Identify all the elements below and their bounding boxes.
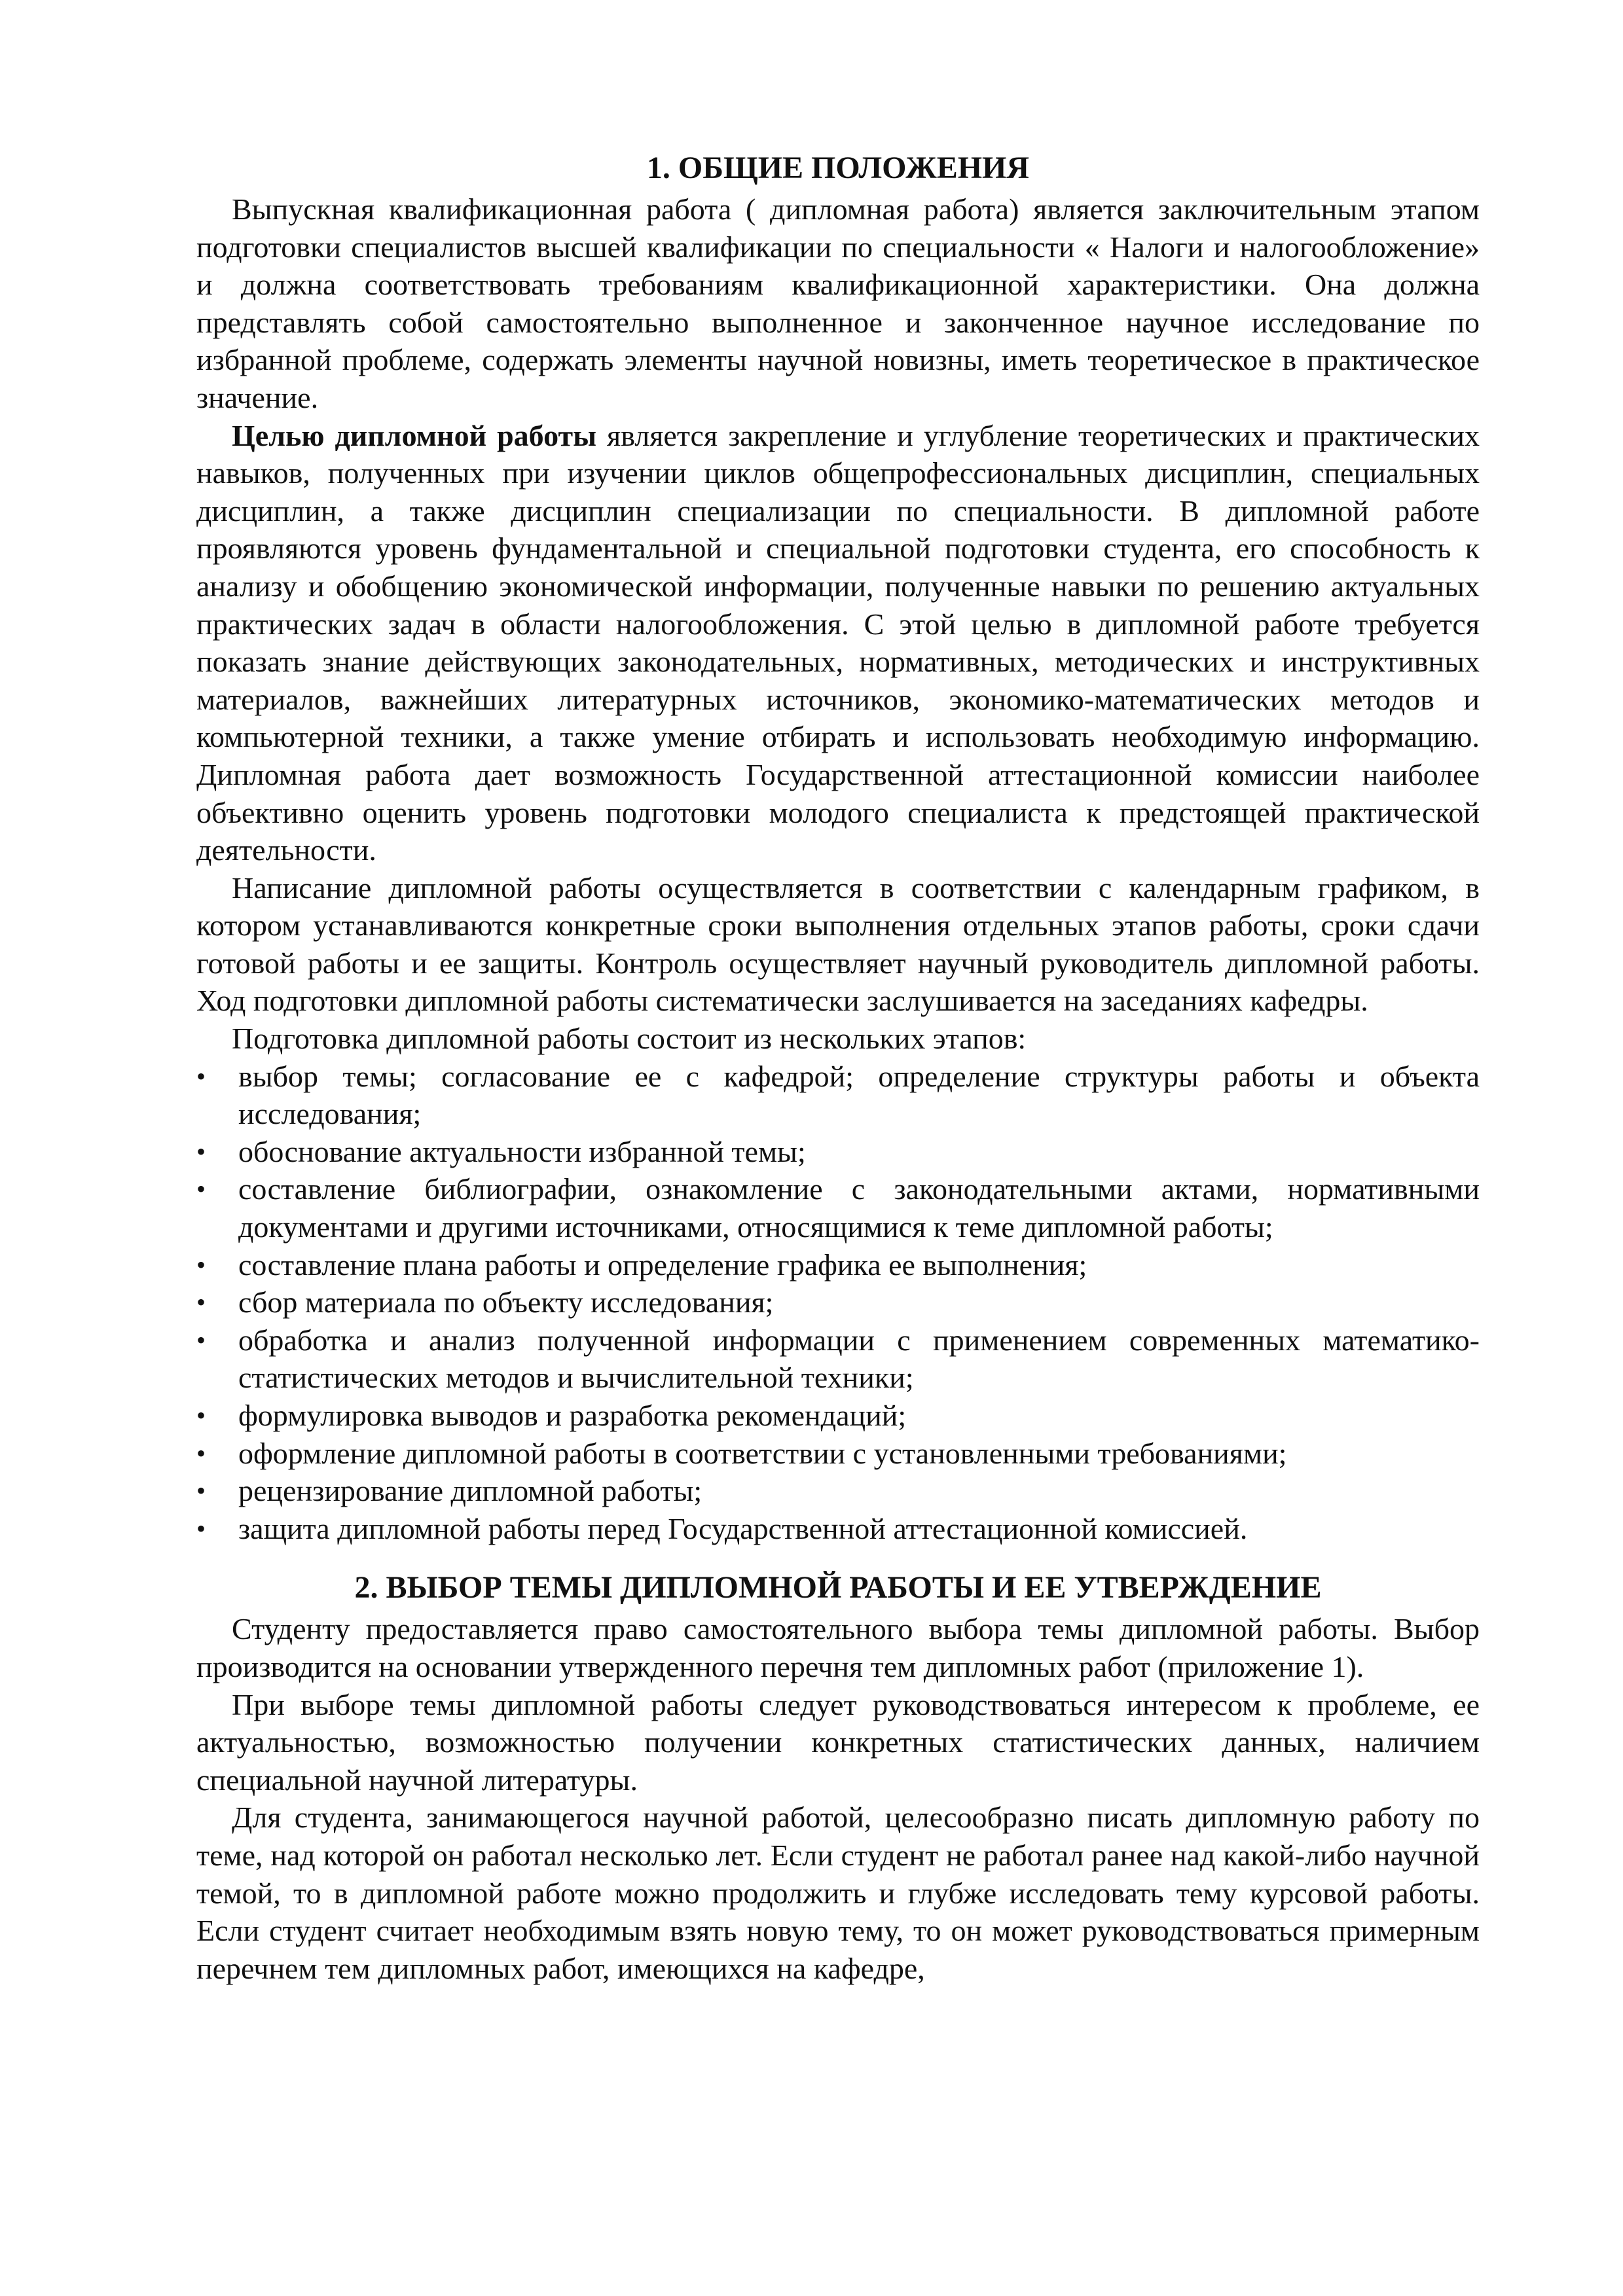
list-item (196, 1472, 1480, 1510)
list-item (196, 1246, 1480, 1284)
list-item-text: выбор темы; согласование ее с кафедрой; определение структуры работы и объекта исследования; (238, 1059, 1480, 1131)
list-item-text: составление библиографии, ознакомление с законодательными актами, нормативными документами и другими источниками, относящимися к теме дипломной работы; (238, 1172, 1480, 1244)
list-item (196, 1435, 1480, 1473)
list-item-text: оформление дипломной работы в соответствии с установленными требованиями; (238, 1436, 1287, 1470)
section2-heading: 2. ВЫБОР ТЕМЫ ДИПЛОМНОЙ РАБОТЫ И ЕЕ УТВЕРЖДЕНИЕ (354, 1570, 1322, 1605)
section1-paragraph-2-rest: является закрепление и углубление теоретических и практических навыков, полученных при изучении циклов общепрофессиональных дисциплин, специальных дисциплин, а также дисциплин специализации по специальности. В дипломной работе проявляются уровень фундаментальной и специальной подготовки студента, его способность к анализу и обобщению экономической информации, полученные навыки по решению актуальных практических задач в области налогообложения. С этой целью в дипломной работе требуется показать знание действующих законодательных, нормативных, методических и инструктивных материалов, важнейших литературных источников, экономико-математических методов и компьютерной техники, а также умение отбирать и использовать необходимую информацию. Дипломная работа дает возможность Государственной аттестационной комиссии наиболее объективно оценить уровень подготовки молодого специалиста к предстоящей практической деятельности. (196, 418, 1480, 867)
list-item (196, 1397, 1480, 1435)
list-item-text: составление плана работы и определение графика ее выполнения; (238, 1247, 1087, 1282)
bullet-icon: • (196, 1136, 206, 1166)
stages-list (196, 1058, 1480, 1548)
list-item-text: рецензирование дипломной работы; (238, 1474, 702, 1508)
list-item (196, 1283, 1480, 1321)
bullet-icon: • (196, 1061, 206, 1091)
document-page (196, 147, 1480, 1987)
bullet-icon: • (196, 1174, 206, 1204)
bullet-icon: • (196, 1249, 206, 1280)
list-item-text: защита дипломной работы перед Государственной аттестационной комиссией. (238, 1511, 1248, 1545)
list-item-text: обработка и анализ полученной информации с применением современных математико-статистических методов и вычислительной техники; (238, 1323, 1480, 1395)
bullet-icon: • (196, 1438, 206, 1468)
section1-heading: 1. ОБЩИЕ ПОЛОЖЕНИЯ (646, 151, 1030, 185)
bullet-icon: • (196, 1287, 206, 1318)
list-item (196, 1058, 1480, 1133)
section1-paragraph-1: Выпускная квалификационная работа ( дипломная работа) является заключительным этапом подготовки специалистов высшей квалификации по специальности « Налоги и налогообложение» и должна соответствовать требованиям квалификационной характеристики. Она должна представлять собой самостоятельно выполненное и законченное научное исследование по избранной проблеме, содержать элементы научной новизны, иметь теоретическое в практическое значение. (196, 192, 1480, 414)
section1-paragraph-3: Написание дипломной работы осуществляется в соответствии с календарным графиком, в котором устанавливаются конкретные сроки выполнения отдельных этапов работы, сроки сдачи готовой работы и ее защиты. Контроль осуществляет научный руководитель дипломной работы. Ход подготовки дипломной работы систематически заслушивается на заседаниях кафедры. (196, 870, 1480, 1018)
section1-paragraph-2 (196, 417, 1480, 869)
list-item (196, 1170, 1480, 1246)
section1-paragraph-2-lead: Целью дипломной работы (232, 418, 596, 452)
bullet-icon: • (196, 1513, 206, 1543)
section2-paragraph-3: Для студента, занимающегося научной работой, целесообразно писать дипломную работу по теме, над которой он работал несколько лет. Если студент не работал ранее над какой-либо научной темой, то в дипломной работе можно продолжить и глубже исследовать тему курсовой работы. Если студент считает необходимым взять новую тему, то он может руководствоваться примерным перечнем тем дипломных работ, имеющихся на кафедре, (196, 1801, 1480, 1985)
bullet-icon: • (196, 1476, 206, 1506)
bullet-icon: • (196, 1401, 206, 1430)
section2-paragraph-2: При выборе темы дипломной работы следует руководствоваться интересом к проблеме, ее актуальностью, возможностью получении конкретных статистических данных, наличием специальной научной литературы. (196, 1687, 1480, 1797)
section2-paragraph-1: Студенту предоставляется право самостоятельного выбора темы дипломной работы. Выбор производится на основании утвержденного перечня тем дипломных работ (приложение 1). (196, 1612, 1480, 1683)
section1-paragraph-4: Подготовка дипломной работы состоит из нескольких этапов: (232, 1022, 1027, 1056)
list-item (196, 1510, 1480, 1548)
bullet-icon: • (196, 1325, 206, 1355)
list-item-text: сбор материала по объекту исследования; (238, 1285, 774, 1319)
list-item (196, 1133, 1480, 1171)
list-item (196, 1321, 1480, 1397)
list-item-text: обоснование актуальности избранной темы; (238, 1134, 806, 1168)
list-item-text: формулировка выводов и разработка рекомендаций; (238, 1399, 907, 1432)
